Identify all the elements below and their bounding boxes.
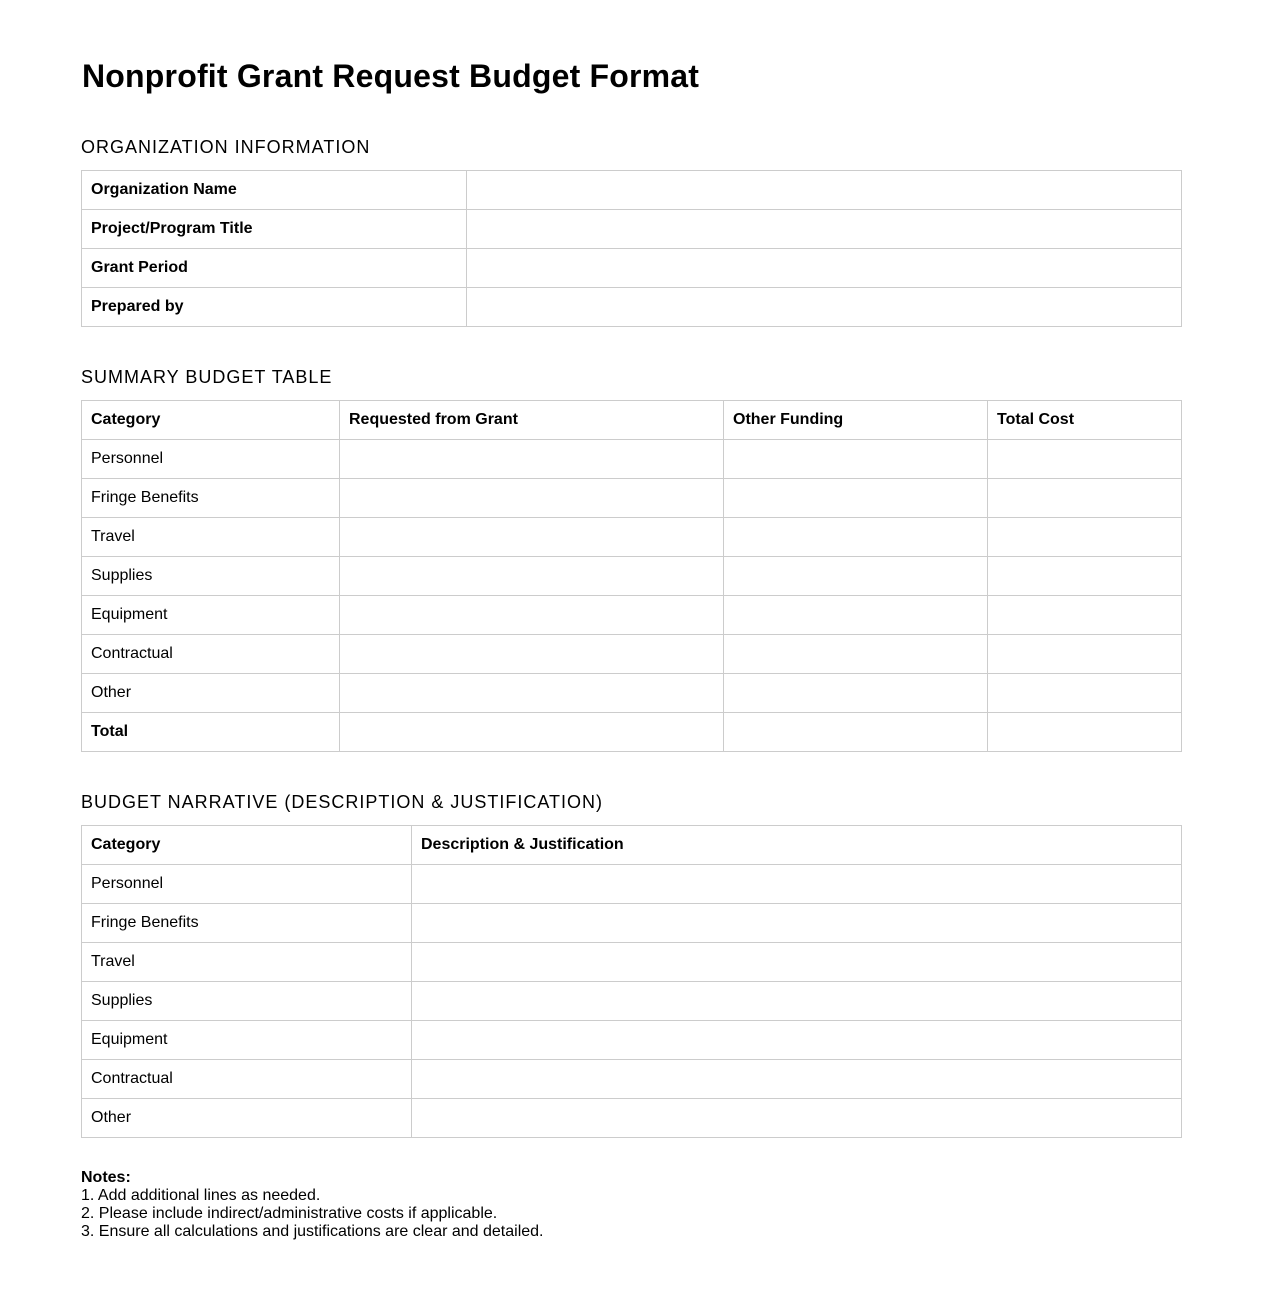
value-cell[interactable] [724, 479, 988, 518]
value-cell[interactable] [988, 440, 1182, 479]
category-label: Other [82, 674, 340, 713]
value-cell[interactable] [340, 440, 724, 479]
column-header: Description & Justification [412, 826, 1182, 865]
value-cell[interactable] [340, 518, 724, 557]
section-heading-organization: ORGANIZATION INFORMATION [81, 137, 371, 157]
category-label: Supplies [82, 557, 340, 596]
category-label: Travel [82, 518, 340, 557]
table-row [82, 865, 1182, 904]
column-header: Other Funding [724, 401, 988, 440]
value-cell[interactable] [724, 635, 988, 674]
value-cell[interactable] [412, 1099, 1182, 1138]
value-cell[interactable] [988, 674, 1182, 713]
value-cell[interactable] [988, 596, 1182, 635]
value-cell[interactable] [724, 596, 988, 635]
table-row [82, 288, 1182, 327]
field-value-cell[interactable] [467, 249, 1182, 288]
category-label: Total [82, 713, 340, 752]
table-row [82, 1099, 1182, 1138]
page-title: Nonprofit Grant Request Budget Format [82, 58, 700, 94]
category-label: Fringe Benefits [82, 904, 412, 943]
category-label: Personnel [82, 440, 340, 479]
column-header: Category [82, 826, 412, 865]
value-cell[interactable] [340, 479, 724, 518]
table-row [82, 635, 1182, 674]
table-row [82, 943, 1182, 982]
table-row [82, 249, 1182, 288]
value-cell[interactable] [724, 518, 988, 557]
value-cell[interactable] [412, 865, 1182, 904]
value-cell[interactable] [724, 440, 988, 479]
table-row [82, 904, 1182, 943]
table-row [82, 1060, 1182, 1099]
value-cell[interactable] [412, 1021, 1182, 1060]
value-cell[interactable] [412, 943, 1182, 982]
value-cell[interactable] [412, 1060, 1182, 1099]
field-value-cell[interactable] [467, 288, 1182, 327]
column-header: Requested from Grant [340, 401, 724, 440]
table-row [82, 713, 1182, 752]
value-cell[interactable] [340, 557, 724, 596]
summary-budget-table [81, 400, 1182, 752]
value-cell[interactable] [412, 904, 1182, 943]
note-item: 2. Please include indirect/administrative costs if applicable. [81, 1205, 498, 1222]
field-label: Project/Program Title [82, 210, 467, 249]
field-label: Organization Name [82, 171, 467, 210]
category-label: Travel [82, 943, 412, 982]
value-cell[interactable] [340, 635, 724, 674]
table-row [82, 1021, 1182, 1060]
field-label: Grant Period [82, 249, 467, 288]
note-item: 1. Add additional lines as needed. [81, 1187, 321, 1204]
section-heading-summary: SUMMARY BUDGET TABLE [81, 367, 333, 387]
value-cell[interactable] [988, 479, 1182, 518]
category-label: Contractual [82, 635, 340, 674]
value-cell[interactable] [412, 982, 1182, 1021]
table-row [82, 210, 1182, 249]
section-heading-narrative: BUDGET NARRATIVE (DESCRIPTION & JUSTIFICATION) [81, 792, 604, 812]
table-row [82, 982, 1182, 1021]
notes [81, 1169, 544, 1241]
table-row [82, 171, 1182, 210]
value-cell[interactable] [340, 596, 724, 635]
value-cell[interactable] [988, 635, 1182, 674]
value-cell[interactable] [724, 713, 988, 752]
table-header-row [82, 826, 1182, 865]
note-item: 3. Ensure all calculations and justifications are clear and detailed. [81, 1223, 544, 1240]
category-label: Contractual [82, 1060, 412, 1099]
table-row [82, 674, 1182, 713]
value-cell[interactable] [340, 713, 724, 752]
category-label: Personnel [82, 865, 412, 904]
category-label: Supplies [82, 982, 412, 1021]
field-value-cell[interactable] [467, 171, 1182, 210]
value-cell[interactable] [988, 518, 1182, 557]
field-value-cell[interactable] [467, 210, 1182, 249]
value-cell[interactable] [724, 674, 988, 713]
table-row [82, 596, 1182, 635]
category-label: Other [82, 1099, 412, 1138]
table-row [82, 440, 1182, 479]
value-cell[interactable] [988, 557, 1182, 596]
value-cell[interactable] [724, 557, 988, 596]
budget-narrative-table [81, 825, 1182, 1138]
table-row [82, 518, 1182, 557]
column-header: Total Cost [988, 401, 1182, 440]
column-header: Category [82, 401, 340, 440]
value-cell[interactable] [988, 713, 1182, 752]
value-cell[interactable] [340, 674, 724, 713]
field-label: Prepared by [82, 288, 467, 327]
category-label: Equipment [82, 1021, 412, 1060]
table-row [82, 479, 1182, 518]
table-row [82, 557, 1182, 596]
notes-title: Notes: [81, 1169, 131, 1186]
table-header-row [82, 401, 1182, 440]
category-label: Equipment [82, 596, 340, 635]
organization-info-table [81, 170, 1182, 327]
category-label: Fringe Benefits [82, 479, 340, 518]
